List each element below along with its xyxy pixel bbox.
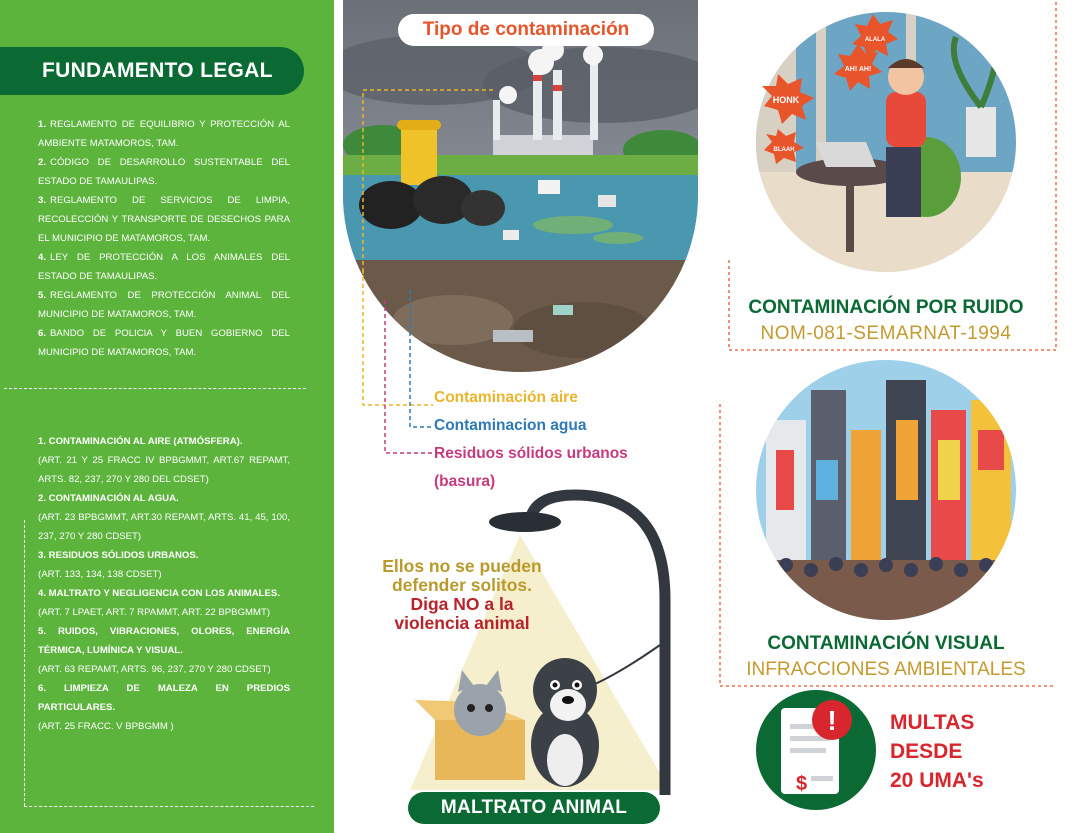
article-item: 3. RESIDUOS SÓLIDOS URBANOS. (ART. 133, 134, 138 CDSET)	[38, 550, 199, 580]
animal-plea: Ellos no se pueden defender solitos. Diga NO a la violencia animal	[382, 556, 542, 633]
dashed-line	[24, 520, 25, 806]
legend-air: Contaminación aire	[434, 389, 578, 406]
svg-text:HONK: HONK	[772, 95, 800, 105]
svg-text:ALALA: ALALA	[864, 37, 886, 43]
svg-text:!: !	[827, 705, 837, 736]
svg-text:$: $	[796, 773, 808, 795]
law-item: 1. REGLAMENTO DE EQUILIBRIO Y PROTECCIÓN AL AMBIENTE MATAMOROS, TAM.	[38, 119, 290, 149]
legend-waste-note: (basura)	[434, 473, 496, 490]
fine-icon	[756, 690, 876, 810]
animal-illustration	[370, 480, 680, 795]
visual-title: CONTAMINACIÓN VISUAL	[767, 633, 1005, 654]
law-item: 3. REGLAMENTO DE SERVICIOS DE LIMPIA, RECOLECCIÓN Y TRANSPORTE DE DESECHOS PARA EL MUNICIPIO DE MATAMOROS, TAM.	[38, 195, 290, 244]
law-item: 5. REGLAMENTO DE PROTECCIÓN ANIMAL DEL MUNICIPIO DE MATAMOROS, TAM.	[38, 290, 290, 320]
legend-connectors	[355, 270, 440, 460]
noise-norm: NOM-081-SEMARNAT-1994	[760, 323, 1012, 344]
article-item: 6. LIMPIEZA DE MALEZA EN PREDIOS PARTICULARES. (ART. 25 FRACC. V BPBGMM )	[38, 683, 290, 732]
infracciones-title: INFRACCIONES AMBIENTALES	[746, 659, 1026, 680]
article-item: 4. MALTRATO Y NEGLIGENCIA CON LOS ANIMALES. (ART. 7 LPAET, ART. 7 RPAMMT, ART. 22 BPBGMMT)	[38, 588, 280, 618]
section-divider	[4, 388, 306, 389]
law-item: 2. CÓDIGO DE DESARROLLO SUSTENTABLE DEL ESTADO DE TAMAULIPAS.	[38, 157, 290, 187]
fine-amount: MULTAS DESDE 20 UMA's	[890, 711, 984, 792]
legal-title: FUNDAMENTO LEGAL	[0, 47, 304, 95]
svg-text:AH! AH!: AH! AH!	[844, 66, 872, 73]
law-item: 6. BANDO DE POLICIA Y BUEN GOBIERNO DEL MUNICIPIO DE MATAMOROS, TAM.	[38, 328, 290, 358]
noise-title: CONTAMINACIÓN POR RUIDO	[748, 297, 1024, 318]
article-item: 1. CONTAMINACIÓN AL AIRE (ATMÓSFERA). (ART. 21 Y 25 FRACC IV BPBGMMT, ART.67 REPAMT, ARTS. 82, 237, 270 Y 280 DEL CDSET)	[38, 436, 290, 485]
legend-water: Contaminacion agua	[434, 417, 587, 434]
article-item: 2. CONTAMINACIÓN AL AGUA. (ART. 23 BPBGMMT, ART.30 REPAMT, ARTS. 41, 45, 100, 237, 270 Y 280 CDSET)	[38, 493, 290, 542]
law-item: 4. LEY DE PROTECCIÓN A LOS ANIMALES DEL ESTADO DE TAMAULIPAS.	[38, 252, 290, 282]
legal-panel	[0, 0, 334, 833]
articles-list	[38, 432, 290, 736]
maltrato-banner: MALTRATO ANIMAL	[408, 792, 660, 824]
svg-text:BLAAH: BLAAH	[773, 147, 795, 153]
dashed-line	[24, 806, 314, 807]
scene-title: Tipo de contaminación	[398, 14, 654, 46]
laws-list	[38, 115, 290, 362]
legend-waste: Residuos sólidos urbanos	[434, 445, 628, 462]
article-item: 5. RUIDOS, VIBRACIONES, OLORES, ENERGÍA TÉRMICA, LUMÍNICA Y VISUAL. (ART. 63 REPAMT, ARTS. 96, 237, 270 Y 280 CDSET)	[38, 626, 290, 675]
